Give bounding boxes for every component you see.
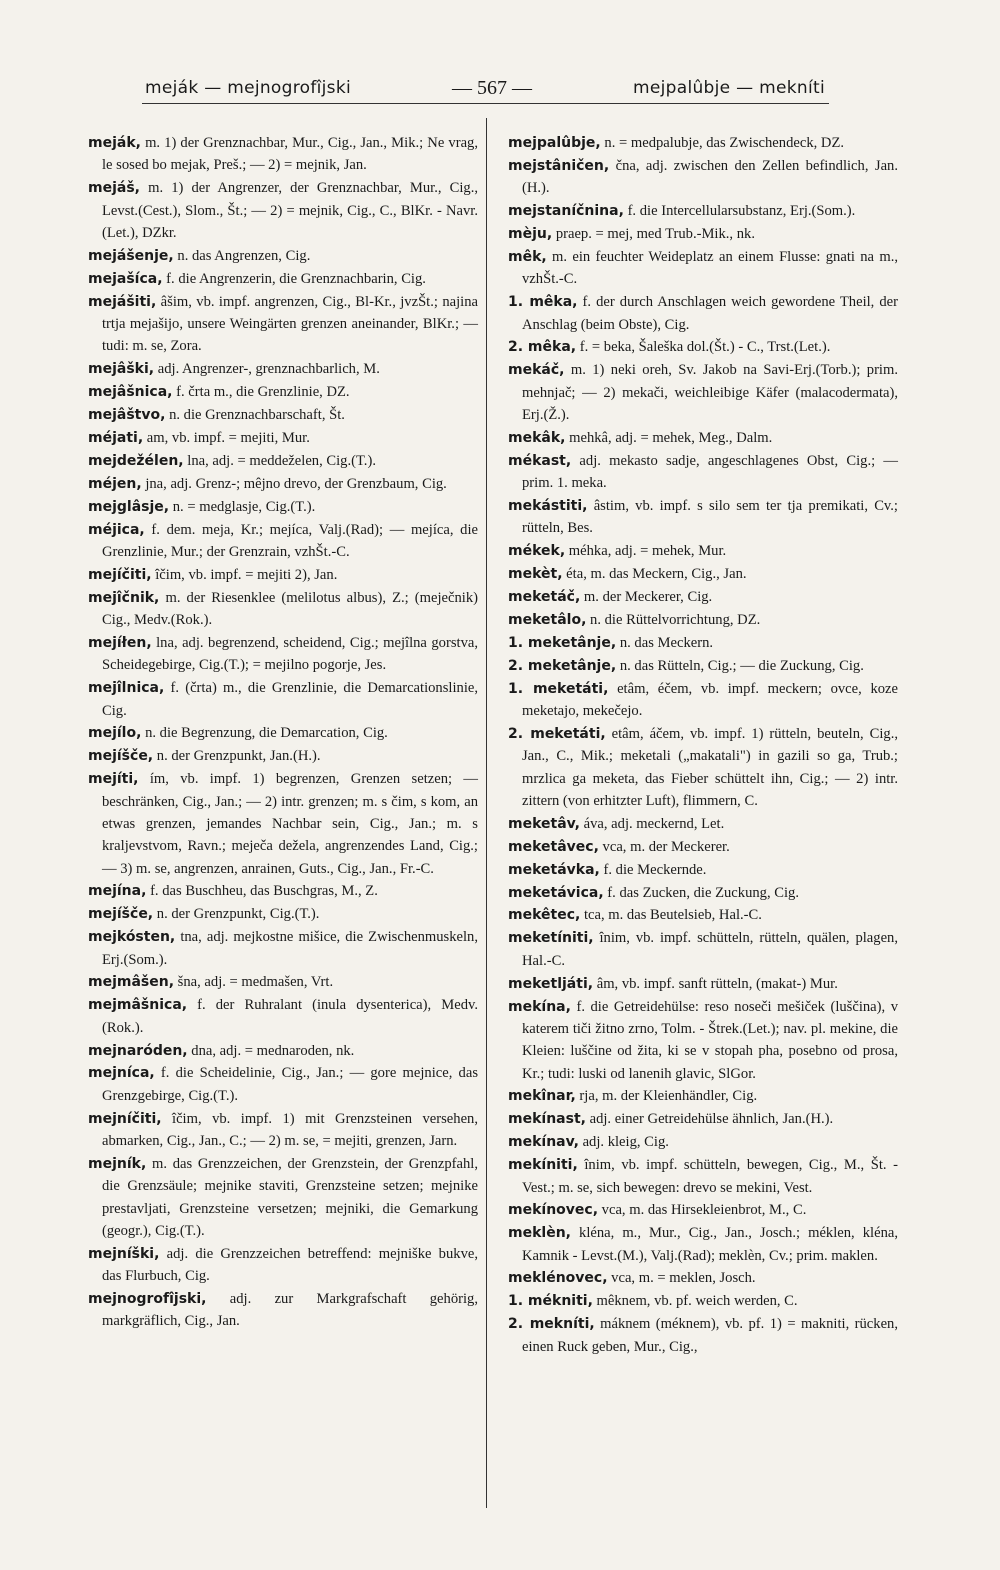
dictionary-entry <box>88 427 478 449</box>
dictionary-entry <box>508 1108 898 1130</box>
entry-headword: mejníca, <box>88 1065 155 1082</box>
entry-definition: n. die Rüttelvorrichtung, DZ. <box>586 611 761 628</box>
dictionary-entry <box>88 132 478 177</box>
entry-headword: méjati, <box>88 429 144 446</box>
entry-definition: n. die Begrenzung, die Demarcation, Cig. <box>141 725 388 742</box>
entry-definition: mêknem, vb. pf. weich werden, C. <box>592 1293 798 1310</box>
entry-definition: âm, vb. impf. sanft rütteln, (makat-) Mur. <box>593 975 838 992</box>
dictionary-entry <box>508 1199 898 1221</box>
entry-headword: mejíčiti, <box>88 566 152 583</box>
dictionary-entry <box>508 655 898 677</box>
entry-definition: adj. mekasto sadje, angeschlagenes Obst, Cig.; — prim. 1. meka. <box>522 452 898 492</box>
entry-definition: tna, adj. mejkostne mišice, die Zwischenmuskeln, Erj.(Som.). <box>102 929 478 968</box>
entry-definition: adj. zur Markgrafschaft gehörig, markgräflich, Cig., Jan. <box>102 1291 478 1330</box>
dictionary-entry <box>508 1131 898 1153</box>
entry-definition: m. ein feuchter Weideplatz an einem Flusse: gnati na m., vzhŠt.-C. <box>522 248 898 288</box>
page-header <box>145 68 825 108</box>
entry-definition: f. die Getreidehülse: reso noseči mešiček (luščina), v katerem tiči žitno zrno, Tolm. - Štrek.(Let.); nav. pl. mekine, die Kleien: luščine od žita, ki se v stopah pha, posebno od prosa, Kr.; tudi: luski od lanenih glavic, SlGor. <box>522 998 898 1082</box>
entry-headword: mejîčnik, <box>88 589 160 606</box>
dictionary-entry <box>508 200 898 222</box>
entry-headword: meketávica, <box>508 884 604 901</box>
entry-definition: f. = beka, Šaleška dol.(Št.) - C., Trst.(Let.). <box>576 339 831 356</box>
entry-headword: 2. meketânje, <box>508 657 617 674</box>
entry-headword: meketíniti, <box>508 930 594 947</box>
entry-definition: înim, vb. impf. schütteln, bewegen, Cig., M., Št. - Vest.; m. se, sich bewegen: drevo se mekini, Vest. <box>522 1157 898 1196</box>
entry-definition: f. die Angrenzerin, die Grenznachbarin, Cig. <box>162 270 426 287</box>
left-column <box>88 132 478 1333</box>
dictionary-entry <box>508 563 898 585</box>
dictionary-entry <box>88 903 478 925</box>
entry-definition: n. = medpalubje, das Zwischendeck, DZ. <box>600 135 845 151</box>
header-right-guide: mejpalûbje — mekníti <box>633 78 825 98</box>
entry-definition: f. der Ruhralant (inula dysenterica), Medv.(Rok.). <box>102 997 478 1036</box>
entry-headword: mejpalûbje, <box>508 135 601 151</box>
dictionary-entry <box>508 678 898 723</box>
entry-headword: mejína, <box>88 883 147 900</box>
entry-definition: áva, adj. meckernd, Let. <box>579 815 725 832</box>
entry-definition: vca, m. = meklen, Josch. <box>607 1270 756 1287</box>
dictionary-entry <box>508 155 898 200</box>
entry-headword: 1. meketáti, <box>508 680 609 697</box>
entry-headword: mejníški, <box>88 1245 160 1262</box>
entry-definition: praep. = mej, med Trub.-Mik., nk. <box>552 226 755 243</box>
dictionary-entry <box>508 495 898 540</box>
entry-headword: méjen, <box>88 475 142 492</box>
entry-headword: mejstaníčnina, <box>508 203 624 220</box>
entry-headword: mékek, <box>508 543 566 560</box>
entry-definition: m. das Grenzzeichen, der Grenzstein, der Grenzpfahl, die Grenzsäule; mejnike staviti, Grenzsteine setzen; mejnike prestavljati, Grenzsteine versetzen; mejniki, die Gemarkung (geogr.), Cig.(T.). <box>102 1155 478 1240</box>
entry-definition: kléna, m., Mur., Cig., Jan., Josch.; méklen, kléna, Kamnik - Levst.(M.), Valj.(Rad); meklèn, Cv.; prim. maklen. <box>522 1225 898 1264</box>
dictionary-entry <box>88 564 478 586</box>
entry-headword: meklèn, <box>508 1225 571 1242</box>
dictionary-entry <box>508 996 898 1085</box>
dictionary-entry <box>508 813 898 835</box>
entry-headword: mejášiti, <box>88 293 157 310</box>
dictionary-entry <box>508 836 898 858</box>
entry-definition: ím, vb. impf. 1) begrenzen, Grenzen setzen; — beschränken, Cig., Jan.; — 2) intr. grenzen; m. s čim, s kom, an etwas grenzen, jemandes Nachbar sein, Cig., Jan.; m. s kraljevstvom, Ravn.; meječa dežela, angrenzendes Land, Cig.; — 3) m. se, angrenzen, anrainen, Guts., Cig., Jan., Fr.-C. <box>102 771 478 877</box>
entry-definition: adj. kleig, Cig. <box>578 1134 669 1151</box>
entry-definition: lna, adj. = meddeželen, Cig.(T.). <box>183 452 376 469</box>
entry-definition: m. der Meckerer, Cig. <box>580 589 713 606</box>
entry-headword: meketâvec, <box>508 838 599 855</box>
entry-definition: îčim, vb. impf. = mejiti 2), Jan. <box>151 566 338 583</box>
entry-definition: f. die Scheidelinie, Cig., Jan.; — gore mejnice, das Grenzgebirge, Cig.(T.). <box>102 1065 478 1104</box>
entry-headword: mejášenje, <box>88 247 174 264</box>
entry-headword: meketávka, <box>508 861 600 878</box>
entry-definition: f. die Intercellularsubstanz, Erj.(Som.). <box>623 203 856 220</box>
header-rule <box>142 103 829 104</box>
entry-definition: vca, m. das Hirsekleienbrot, M., C. <box>598 1202 807 1219</box>
entry-definition: n. das Rütteln, Cig.; — die Zuckung, Cig. <box>616 657 864 674</box>
entry-definition: înim, vb. impf. schütteln, rütteln, quälen, plagen, Hal.-C. <box>522 930 898 969</box>
entry-definition: f. (črta) m., die Grenzlinie, die Demarcationslinie, Cig. <box>102 680 478 719</box>
dictionary-entry <box>88 291 478 358</box>
entry-headword: 1. mékniti, <box>508 1293 593 1310</box>
entry-definition: tca, m. das Beutelsieb, Hal.-C. <box>580 907 762 924</box>
entry-headword: mékast, <box>508 452 572 469</box>
dictionary-entry <box>88 404 478 426</box>
entry-definition: âstim, vb. impf. s silo sem ter tja premikati, Cv.; rütteln, Bes. <box>522 498 898 537</box>
entry-headword: meketâlo, <box>508 611 587 628</box>
entry-headword: meketljáti, <box>508 975 594 992</box>
entry-headword: méjica, <box>88 521 145 538</box>
dictionary-entry <box>508 1290 898 1312</box>
entry-definition: adj. Angrenzer-, grenznachbarlich, M. <box>154 361 380 378</box>
entry-headword: mejstâničen, <box>508 157 610 174</box>
entry-headword: mejâšnica, <box>88 384 173 401</box>
dictionary-entry <box>508 450 898 495</box>
entry-definition: etâm, éčem, vb. impf. meckern; ovce, koze meketajo, mekečejo. <box>522 680 898 720</box>
entry-headword: mejmâšen, <box>88 974 175 991</box>
entry-definition: etâm, áčem, vb. impf. 1) rütteln, beuteln, Cig., Jan., C., Mik.; meketali („makatali") in gazili so ga, Trub.; mrzlica ga meketa, das Fieber schüttelt ihn, Cig.; — 2) intr. zittern (von erhitzter Luft), flimmern, C. <box>522 725 898 809</box>
dictionary-entry <box>88 1040 478 1062</box>
entry-headword: mejník, <box>88 1155 147 1172</box>
entry-headword: mejíłen, <box>88 634 152 651</box>
entry-definition: f. die Meckernde. <box>599 861 707 878</box>
dictionary-entry <box>88 519 478 564</box>
dictionary-entry <box>88 245 478 267</box>
entry-definition: máknem (méknem), vb. pf. 1) = makniti, rücken, einen Ruck geben, Mur., Cig., <box>522 1316 898 1355</box>
entry-headword: mejnaróden, <box>88 1042 188 1059</box>
dictionary-entry <box>88 450 478 472</box>
dictionary-entry <box>88 1243 478 1288</box>
entry-headword: mejâški, <box>88 361 155 378</box>
dictionary-entry <box>508 1313 898 1358</box>
entry-headword: mekínast, <box>508 1111 586 1128</box>
dictionary-entry <box>88 473 478 495</box>
dictionary-entry <box>508 1085 898 1107</box>
dictionary-entry <box>88 745 478 767</box>
entry-headword: meklénovec, <box>508 1270 608 1287</box>
dictionary-entry <box>508 904 898 926</box>
entry-headword: meják, <box>88 135 141 151</box>
dictionary-entry <box>508 246 898 291</box>
entry-headword: meketâv, <box>508 815 580 832</box>
dictionary-entry <box>88 1153 478 1242</box>
entry-headword: mekáč, <box>508 362 565 379</box>
dictionary-entry <box>508 927 898 972</box>
entry-headword: mekèt, <box>508 566 563 583</box>
entry-headword: mejíšče, <box>88 906 154 923</box>
entry-headword: mejíti, <box>88 771 139 788</box>
dictionary-entry <box>88 177 478 244</box>
entry-headword: mèju, <box>508 226 553 243</box>
dictionary-entry <box>508 632 898 654</box>
entry-headword: mekíniti, <box>508 1157 578 1174</box>
entry-definition: n. der Grenzpunkt, Jan.(H.). <box>153 748 321 765</box>
dictionary-entry <box>508 223 898 245</box>
entry-headword: mejdežélen, <box>88 452 184 469</box>
dictionary-entry <box>508 540 898 562</box>
entry-definition: adj. die Grenzzeichen betreffend: mejniške bukve, das Flurbuch, Cig. <box>102 1245 478 1285</box>
entry-definition: m. 1) der Grenznachbar, Mur., Cig., Jan., Mik.; Ne vrag, le sosed bo mejak, Preš.; — 2) = mejnik, Jan. <box>102 135 478 174</box>
entry-headword: mekêtec, <box>508 907 581 924</box>
dictionary-entry <box>88 268 478 290</box>
dictionary-entry <box>88 1108 478 1153</box>
dictionary-entry <box>508 291 898 336</box>
dictionary-entry <box>88 926 478 971</box>
entry-definition: n. die Grenznachbarschaft, Št. <box>165 406 345 423</box>
dictionary-entry <box>88 971 478 993</box>
entry-headword: 2. mêka, <box>508 339 577 356</box>
entry-definition: n. der Grenzpunkt, Cig.(T.). <box>153 906 320 923</box>
dictionary-entry <box>508 336 898 358</box>
entry-headword: mêk, <box>508 248 547 265</box>
entry-definition: n. das Angrenzen, Cig. <box>173 247 311 264</box>
page-number: — 567 — <box>452 76 532 99</box>
entry-headword: mejílo, <box>88 725 142 742</box>
entry-headword: 2. meketáti, <box>508 725 606 742</box>
dictionary-entry <box>88 994 478 1039</box>
entry-headword: meketáč, <box>508 589 581 606</box>
right-column <box>508 132 898 1359</box>
dictionary-entry <box>88 496 478 518</box>
entry-definition: îčim, vb. impf. 1) mit Grenzsteinen versehen, abmarken, Cig., Jan., C.; — 2) m. se, = mejiti, grenzen, Jarn. <box>102 1110 478 1150</box>
dictionary-entry <box>88 587 478 632</box>
dictionary-entry <box>508 973 898 995</box>
entry-headword: mejnogrofîjski, <box>88 1291 207 1308</box>
dictionary-entry <box>508 882 898 904</box>
entry-headword: mejníčiti, <box>88 1110 162 1127</box>
dictionary-entry <box>88 1288 478 1333</box>
dictionary-entry <box>88 632 478 677</box>
entry-headword: mejmâšnica, <box>88 997 188 1014</box>
entry-definition: lna, adj. begrenzend, scheidend, Cig.; mejîlna gorstva, Scheidegebirge, Cig.(T.); = mejilno pogorje, Jes. <box>102 634 478 674</box>
dictionary-entry <box>88 1062 478 1107</box>
entry-headword: mekínovec, <box>508 1202 599 1219</box>
entry-definition: f. dem. meja, Kr.; mejíca, Valj.(Rad); — mejíca, die Grenzlinie, Mur.; der Grenzrain, vzhŠt.-C. <box>102 521 478 560</box>
entry-definition: adj. einer Getreidehülse ähnlich, Jan.(H.). <box>585 1111 834 1128</box>
dictionary-entry <box>88 381 478 403</box>
dictionary-entry <box>508 427 898 449</box>
dictionary-entry <box>508 586 898 608</box>
entry-definition: mehkâ, adj. = mehek, Meg., Dalm. <box>565 429 773 446</box>
entry-definition: f. črta m., die Grenzlinie, DZ. <box>172 384 350 401</box>
entry-headword: mejîlnica, <box>88 680 165 697</box>
entry-definition: šna, adj. = medmašen, Vrt. <box>174 974 334 991</box>
entry-definition: am, vb. impf. = mejiti, Mur. <box>143 429 310 446</box>
entry-definition: m. der Riesenklee (melilotus albus), Z.; (meječnik) Cig., Medv.(Rok.). <box>102 589 478 629</box>
entry-headword: mekînar, <box>508 1088 576 1105</box>
entry-headword: mejâštvo, <box>88 406 166 423</box>
entry-definition: n. = medglasje, Cig.(T.). <box>169 498 316 515</box>
entry-definition: m. 1) der Angrenzer, der Grenznachbar, Mur., Cig., Levst.(Cest.), Slom., Št.; — 2) = mejnik, Cig., C., BlKr. - Navr.(Let.), DZkr. <box>102 180 478 241</box>
entry-definition: čna, adj. zwischen den Zellen befindlich, Jan.(H.). <box>522 157 898 197</box>
entry-headword: 2. mekníti, <box>508 1316 595 1333</box>
entry-headword: mejkósten, <box>88 929 176 946</box>
dictionary-entry <box>88 722 478 744</box>
dictionary-entry <box>508 1267 898 1289</box>
dictionary-entry <box>508 359 898 426</box>
entry-definition: f. der durch Anschlagen weich gewordene Theil, der Anschlag (beim Obste), Cig. <box>522 294 899 333</box>
dictionary-entry <box>508 609 898 631</box>
entry-definition: âšim, vb. impf. angrenzen, Cig., Bl-Kr., jvzŠt.; najina trtja mejašijo, unsere Weingärten grenzen aneinander, BlKr.; — tudi: m. se, Zora. <box>102 293 478 355</box>
entry-headword: mejglâsje, <box>88 498 170 515</box>
entry-headword: mejašíca, <box>88 270 163 287</box>
entry-definition: méhka, adj. = mehek, Mur. <box>565 543 727 560</box>
entry-definition: éta, m. das Meckern, Cig., Jan. <box>562 566 747 583</box>
entry-definition: n. das Meckern. <box>616 634 714 651</box>
entry-headword: mejíšče, <box>88 748 154 765</box>
dictionary-entry <box>508 723 898 812</box>
entry-definition: f. das Zucken, die Zuckung, Cig. <box>603 884 800 901</box>
column-divider <box>486 118 487 1508</box>
entry-definition: vca, m. der Meckerer. <box>598 838 730 855</box>
entry-headword: mekástiti, <box>508 498 588 515</box>
entry-definition: jna, adj. Grenz-; mêjno drevo, der Grenzbaum, Cig. <box>141 475 447 492</box>
dictionary-entry <box>508 132 898 154</box>
entry-headword: mekínav, <box>508 1134 579 1151</box>
entry-definition: rja, m. der Kleienhändler, Cig. <box>575 1088 758 1105</box>
entry-headword: mekâk, <box>508 429 566 446</box>
entry-definition: m. 1) neki oreh, Sv. Jakob na Savi-Erj.(Torb.); prim. mehnjač; — 2) mekači, weichleibige Käfer (malacodermata), Erj.(Ž.). <box>522 362 898 424</box>
entry-headword: 1. meketânje, <box>508 634 617 651</box>
entry-definition: dna, adj. = mednaroden, nk. <box>187 1042 355 1059</box>
entry-headword: 1. mêka, <box>508 294 578 311</box>
dictionary-entry <box>88 768 478 880</box>
dictionary-entry <box>88 358 478 380</box>
entry-headword: mekína, <box>508 998 571 1015</box>
header-left-guide: meják — mejnogrofîjski <box>145 78 351 98</box>
dictionary-entry <box>508 1222 898 1267</box>
entry-headword: mejáš, <box>88 180 140 197</box>
dictionary-entry <box>88 880 478 902</box>
entry-definition: f. das Buschheu, das Buschgras, M., Z. <box>146 883 378 900</box>
dictionary-entry <box>88 677 478 722</box>
dictionary-entry <box>508 1154 898 1199</box>
dictionary-entry <box>508 859 898 881</box>
